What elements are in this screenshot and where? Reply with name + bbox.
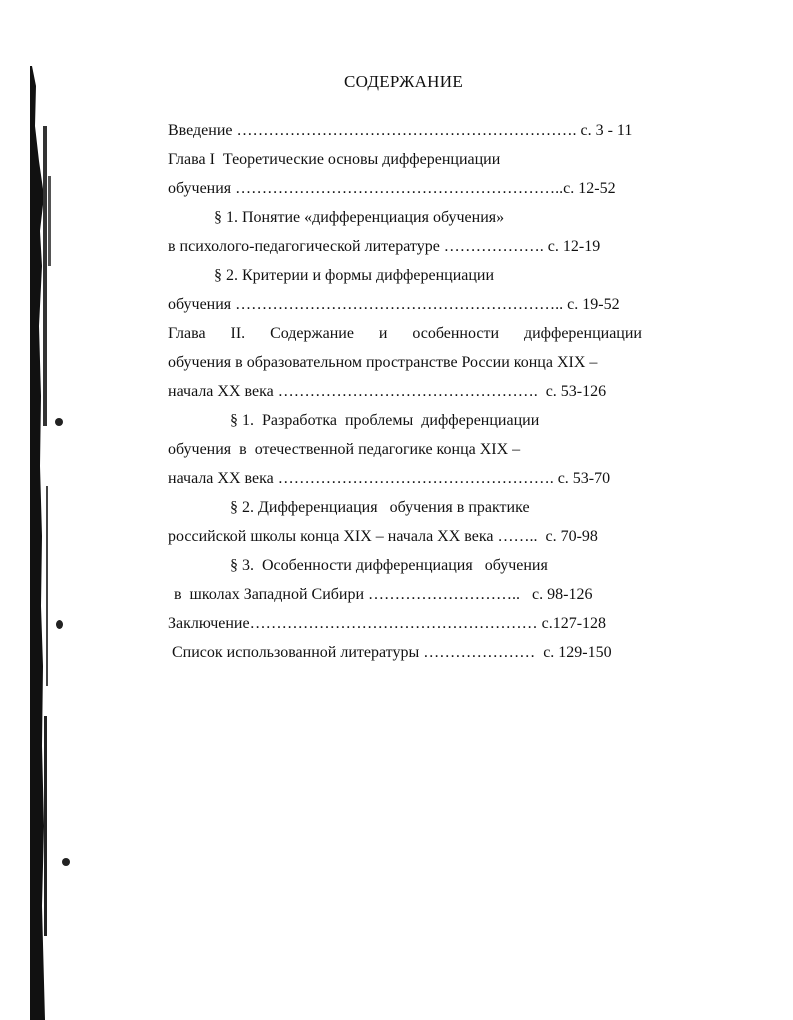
scanned-binding-edge xyxy=(30,66,70,1020)
toc-line-section2-2-title: § 2. Дифференциация обучения в практике xyxy=(230,499,530,516)
toc-line-section2-1-pages: начала XX века ……………………………………………. с. 53-70 xyxy=(168,470,611,487)
scan-speck xyxy=(56,620,63,629)
toc-line-introduction: Введение ………………………………………………………. с. 3 - 11 xyxy=(168,122,633,139)
toc-line-section2-3-pages: в школах Западной Сибири ……………………….. с. 98-126 xyxy=(174,586,593,603)
page-title: СОДЕРЖАНИЕ xyxy=(343,72,464,91)
toc-line-conclusion: Заключение……………………………………………… с.127-128 xyxy=(168,615,607,632)
toc-line-section2-1-title: § 1. Разработка проблемы дифференциации xyxy=(230,412,540,429)
toc-line-section1-2-pages: обучения …………………………………………………….. с. 19-52 xyxy=(168,296,620,313)
toc-line-section2-1-title-cont: обучения в отечественной педагогике конца XIX – xyxy=(168,441,521,458)
toc-line-chapter2-pages: начала XX века …………………………………………. с. 53-126 xyxy=(168,383,607,400)
toc-line-section1-2-title: § 2. Критерии и формы дифференциации xyxy=(214,267,495,284)
toc-line-references: Список использованной литературы ………………… с. 129-150 xyxy=(172,644,612,661)
toc-line-chapter2-title-cont: обучения в образовательном пространстве России конца XIX – xyxy=(168,354,598,371)
toc-line-section1-1-title: § 1. Понятие «дифференциация обучения» xyxy=(214,209,505,226)
toc-line-chapter2-title: Глава II. Содержание и особенности дифференциации xyxy=(168,325,642,342)
scan-speck xyxy=(62,858,70,866)
toc-line-chapter1-pages: обучения ……………………………………………………..с. 12-52 xyxy=(168,180,616,197)
toc-line-chapter1-title: Глава I Теоретические основы дифференциации xyxy=(168,151,501,168)
scan-speck xyxy=(55,418,63,426)
toc-line-section2-3-title: § 3. Особенности дифференциация обучения xyxy=(230,557,548,574)
toc-line-section2-2-pages: российской школы конца XIX – начала XX века …….. с. 70-98 xyxy=(168,528,598,545)
toc-line-section1-1-pages: в психолого-педагогической литературе ………………. с. 12-19 xyxy=(168,238,601,255)
